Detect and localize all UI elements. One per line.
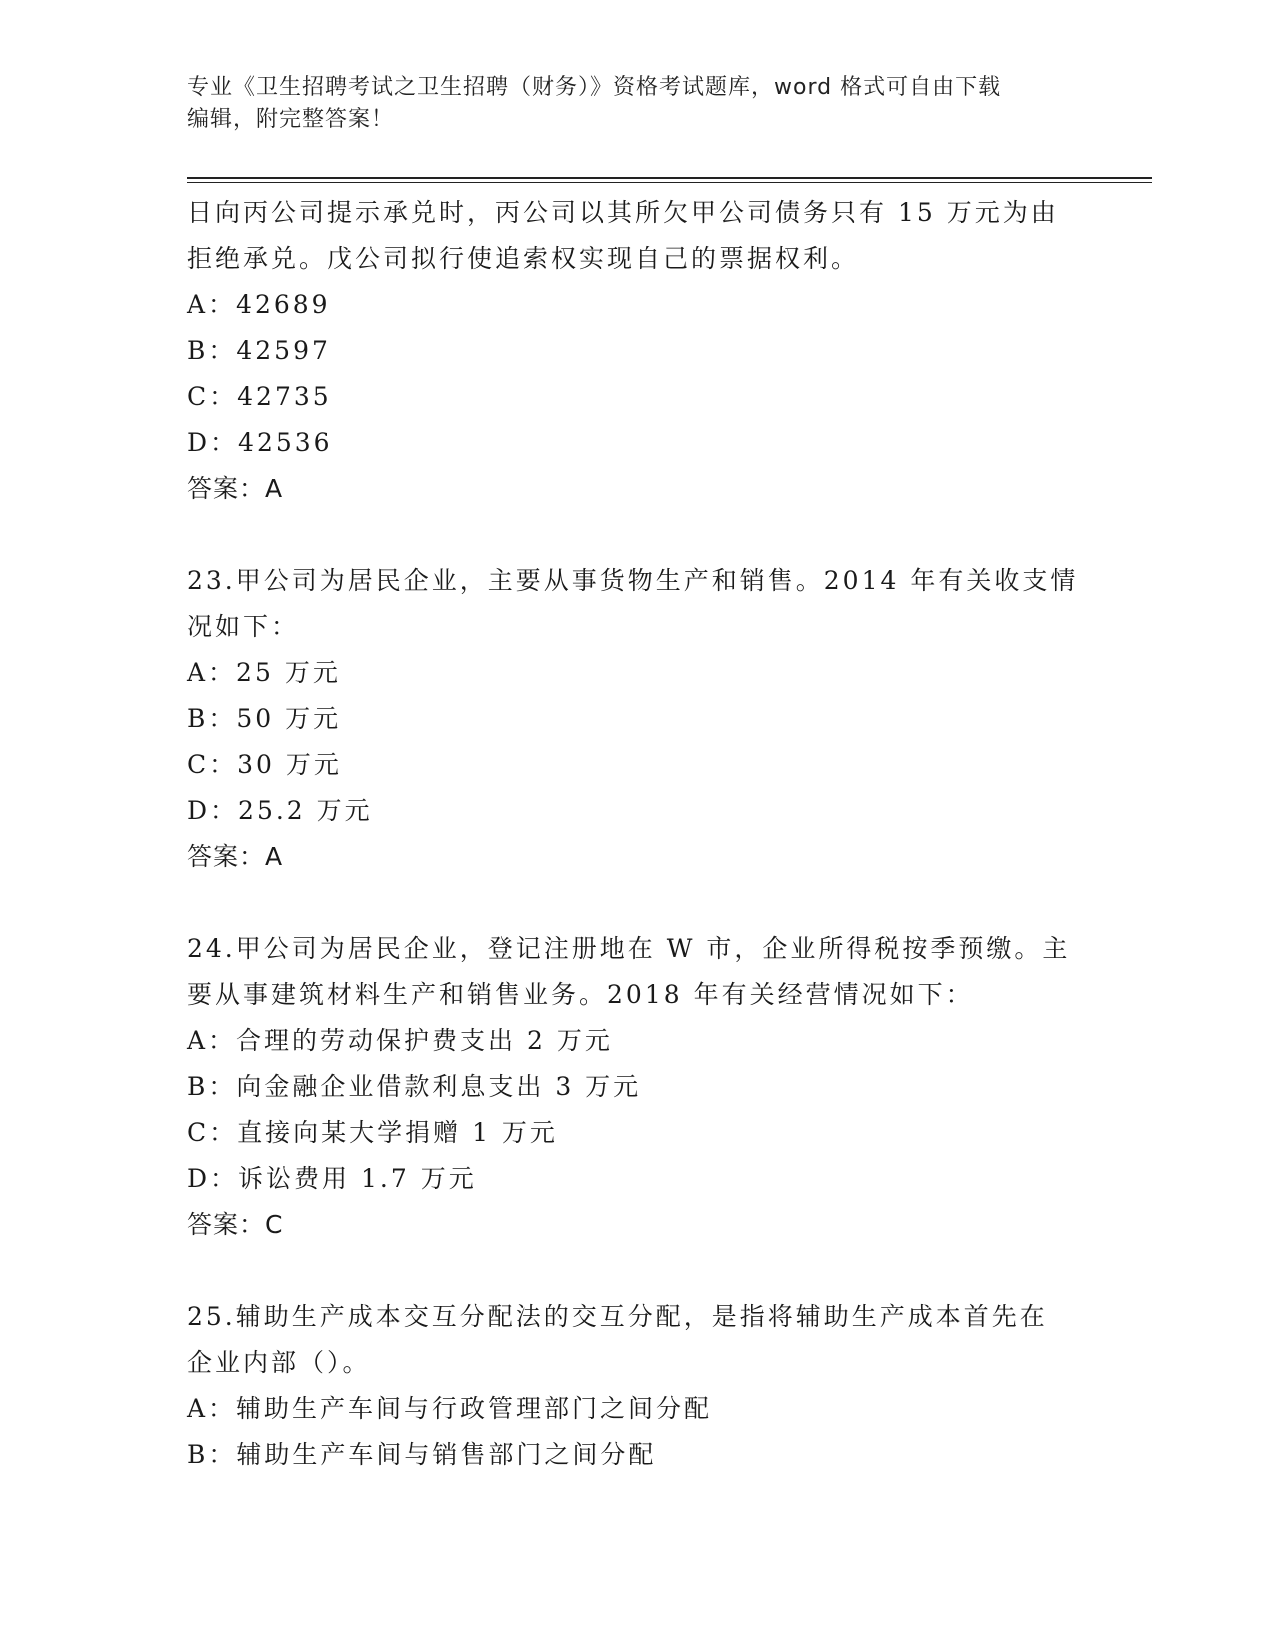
question-block xyxy=(187,558,1087,880)
option-d: D：42536 xyxy=(187,428,333,457)
answer-line: 答案：A xyxy=(187,474,284,503)
question-text-line: 24.甲公司为居民企业，登记注册地在 W 市，企业所得税按季预缴。主 xyxy=(187,934,1071,963)
document-header xyxy=(187,72,1067,136)
option-d: D：25.2 万元 xyxy=(187,796,373,825)
question-block xyxy=(187,1294,1087,1478)
question-block xyxy=(187,926,1087,1248)
option-b: B：向金融企业借款利息支出 3 万元 xyxy=(187,1072,642,1101)
option-a: A：辅助生产车间与行政管理部门之间分配 xyxy=(187,1394,713,1423)
option-c: C：42735 xyxy=(187,382,332,411)
question-text-line: 企业内部（）。 xyxy=(187,1348,371,1377)
option-a: A：合理的劳动保护费支出 2 万元 xyxy=(187,1026,613,1055)
header-title-line-2: 编辑，附完整答案！ xyxy=(187,107,395,132)
option-a: A：42689 xyxy=(187,290,331,319)
answer-line: 答案：A xyxy=(187,842,284,871)
option-d: D：诉讼费用 1.7 万元 xyxy=(187,1164,477,1193)
header-title-line-1: 专业《卫生招聘考试之卫生招聘（财务）》资格考试题库，word 格式可自由下载 xyxy=(187,75,1002,100)
answer-line: 答案：C xyxy=(187,1210,284,1239)
option-b: B：42597 xyxy=(187,336,331,365)
header-divider-thin xyxy=(187,182,1152,183)
spacer xyxy=(187,512,1087,558)
question-block xyxy=(187,190,1087,512)
question-text-line: 23.甲公司为居民企业，主要从事货物生产和销售。2014 年有关收支情 xyxy=(187,566,1079,595)
option-b: B：辅助生产车间与销售部门之间分配 xyxy=(187,1440,657,1469)
header-divider-thick xyxy=(187,177,1152,179)
option-c: C：30 万元 xyxy=(187,750,342,779)
question-text-line: 况如下： xyxy=(187,612,300,641)
spacer xyxy=(187,880,1087,926)
question-list xyxy=(187,190,1087,1478)
option-c: C：直接向某大学捐赠 1 万元 xyxy=(187,1118,558,1147)
option-a: A：25 万元 xyxy=(187,658,341,687)
question-text-line: 日向丙公司提示承兑时，丙公司以其所欠甲公司债务只有 15 万元为由 xyxy=(187,198,1059,227)
question-text-line: 要从事建筑材料生产和销售业务。2018 年有关经营情况如下： xyxy=(187,980,974,1009)
option-b: B：50 万元 xyxy=(187,704,342,733)
question-text-line: 25.辅助生产成本交互分配法的交互分配，是指将辅助生产成本首先在 xyxy=(187,1302,1048,1331)
question-text-line: 拒绝承兑。戊公司拟行使追索权实现自己的票据权利。 xyxy=(187,244,860,273)
spacer xyxy=(187,1248,1087,1294)
